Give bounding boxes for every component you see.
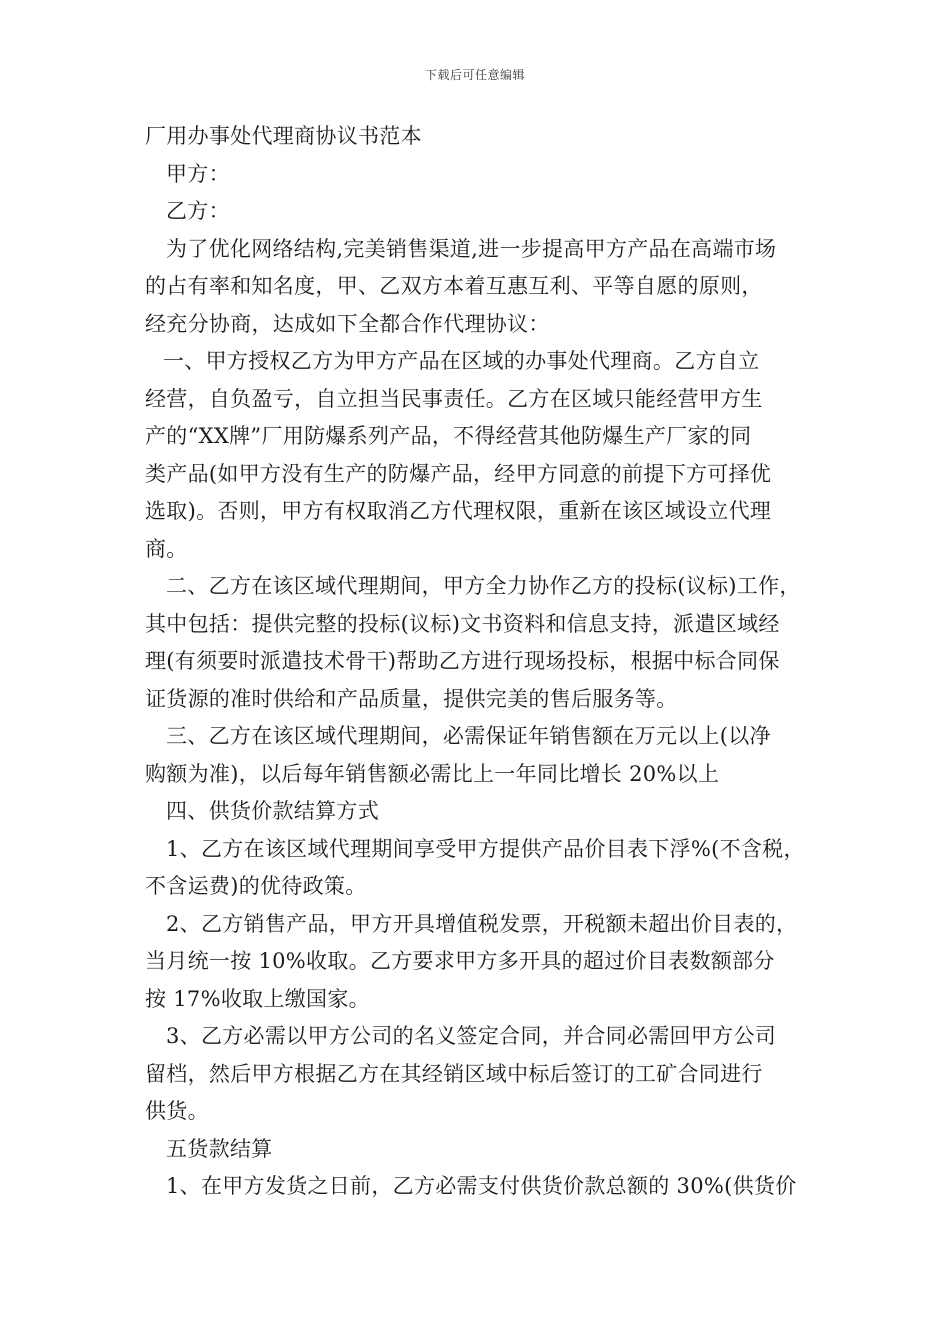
- paragraph-line: 类产品(如甲方没有生产的防爆产品，经甲方同意的前提下方可择优: [145, 461, 772, 486]
- paragraph-line: 商。: [145, 536, 188, 561]
- page-header-note: 下载后可任意编辑: [424, 68, 525, 82]
- paragraph-line: 理(有须要时派遣技术骨干)帮助乙方进行现场投标，根据中标合同保: [145, 649, 780, 673]
- paragraph-line: 购额为准)，以后每年销售额必需比上一年同比增长 20%以上: [145, 761, 720, 786]
- paragraph-line: 四、供货价款结算方式: [166, 799, 379, 823]
- paragraph: [145, 1131, 815, 1169]
- paragraph-line: 产的“XX牌”厂用防爆系列产品，不得经营其他防爆生产厂家的同: [145, 424, 752, 448]
- paragraph-line: 当月统一按 10%收取。乙方要求甲方多开具的超过价目表数额部分: [145, 949, 775, 973]
- paragraph: [145, 906, 815, 1019]
- paragraph: [145, 231, 815, 344]
- paragraph: [145, 1168, 815, 1206]
- paragraph-line: 经营，自负盈亏，自立担当民事责任。乙方在区域只能经营甲方生: [145, 386, 763, 411]
- paragraph-line: 一、甲方授权乙方为甲方产品在区域的办事处代理商。乙方自立: [163, 349, 760, 373]
- document-body: [145, 118, 815, 1206]
- paragraph-line: 2、乙方销售产品，甲方开具增值税发票，开税额未超出价目表的，: [166, 911, 798, 936]
- paragraph: [145, 718, 815, 793]
- party-b-label: 乙方：: [166, 199, 230, 223]
- paragraph: [145, 793, 815, 831]
- paragraph-line: 1、乙方在该区域代理期间享受甲方提供产品价目表下浮%(不含税，: [166, 836, 805, 861]
- paragraph-line: 不含运费)的优待政策。: [145, 874, 367, 898]
- paragraph-line: 五货款结算: [166, 1136, 273, 1161]
- paragraph-line: 其中包括：提供完整的投标(议标)文书资料和信息支持，派遣区域经: [145, 611, 780, 636]
- paragraph-line: 1、在甲方发货之日前，乙方必需支付供货价款总额的 30%(供货价: [166, 1174, 797, 1198]
- paragraph: [145, 343, 815, 568]
- paragraph-line: 选取)。否则，甲方有权取消乙方代理权限，重新在该区域设立代理: [145, 499, 772, 523]
- paragraph-line: 证货源的准时供给和产品质量，提供完美的售后服务等。: [145, 686, 678, 711]
- paragraph-line: 经充分协商，达成如下全都合作代理协议：: [145, 311, 550, 336]
- paragraph: [145, 1018, 815, 1131]
- paragraph-line: 为了优化网络结构,完美销售渠道,进一步提高甲方产品在高端市场: [166, 236, 777, 261]
- paragraph-line: 的占有率和知名度，甲、乙双方本着互惠互利、平等自愿的原则，: [145, 274, 763, 298]
- paragraph: [145, 568, 815, 718]
- paragraph-line: 供货。: [145, 1099, 209, 1123]
- paragraph-line: 二、乙方在该区域代理期间，甲方全力协作乙方的投标(议标)工作，: [166, 574, 801, 598]
- document-title: 厂用办事处代理商协议书范本: [145, 124, 422, 148]
- party-a-label: 甲方：: [166, 161, 230, 186]
- paragraph-list: [145, 231, 815, 1206]
- paragraph-line: 3、乙方必需以甲方公司的名义签定合同，并合同必需回甲方公司: [166, 1024, 777, 1048]
- paragraph-line: 按 17%收取上缴国家。: [145, 986, 370, 1011]
- paragraph: [145, 831, 815, 906]
- paragraph-line: 三、乙方在该区域代理期间，必需保证年销售额在万元以上(以净: [166, 724, 771, 748]
- paragraph-line: 留档，然后甲方根据乙方在其经销区域中标后签订的工矿合同进行: [145, 1061, 763, 1086]
